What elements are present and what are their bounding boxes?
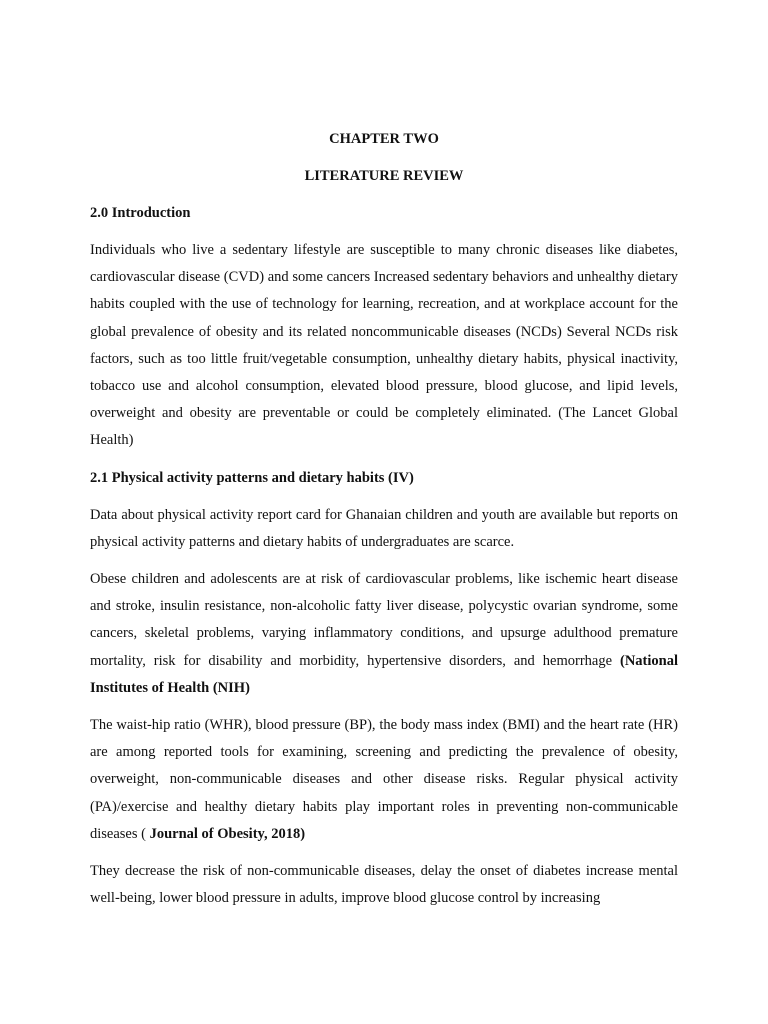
chapter-subtitle: LITERATURE REVIEW	[304, 168, 464, 184]
physical-activity-paragraph-4: They decrease the risk of non-communicable diseases, delay the onset of diabetes increase mental well-being, lower blood pressure in adults, improve blood glucose control by increasing	[90, 863, 678, 907]
chapter-title: CHAPTER TWO	[329, 131, 439, 147]
page-content	[90, 126, 678, 922]
intro-paragraph: Individuals who live a sedentary lifestyle are susceptible to many chronic diseases like diabetes, cardiovascular disease (CVD) and some cancers Increased sedentary behaviors and unhealthy dietary habits coupled with the use of technology for learning, recreation, and at workplace account for the global prevalence of obesity and its related noncommunicable diseases (NCDs) Several NCDs risk factors, such as too little fruit/vegetable consumption, unhealthy dietary habits, physical inactivity, tobacco use and alcohol consumption, elevated blood pressure, blood glucose, and lipid levels, overweight and obesity are preventable or could be completely eliminated. (The Lancet Global Health)	[90, 242, 678, 449]
physical-activity-paragraph-3	[90, 712, 678, 848]
section-heading-physical-activity: 2.1 Physical activity patterns and dietary habits (IV)	[90, 469, 414, 486]
paragraph-2-text: Obese children and adolescents are at risk of cardiovascular problems, like ischemic heart disease and stroke, insulin resistance, non-alcoholic fatty liver disease, polycystic ovarian syndrome, some cancers, skeletal problems, varying inflammatory conditions, and upsurge adulthood premature mortality, risk for disability and morbidity, hypertensive disorders, and hemorrhage	[90, 571, 678, 669]
section-heading-introduction: 2.0 Introduction	[90, 205, 191, 221]
citation-nih: (National Institutes of Health (NIH)	[90, 652, 678, 696]
physical-activity-paragraph-1: Data about physical activity report card for Ghanaian children and youth are available but reports on physical activity patterns and dietary habits of undergraduates are scarce.	[90, 506, 678, 550]
paragraph-3-text: The waist-hip ratio (WHR), blood pressure (BP), the body mass index (BMI) and the heart rate (HR) are among reported tools for examining, screening and predicting the prevalence of obesity, overweight, non-communicable diseases and other disease risks. Regular physical activity (PA)/exercise and healthy dietary habits play important roles in preventing non-communicable diseases (	[90, 717, 678, 842]
physical-activity-paragraph-2	[90, 566, 678, 702]
citation-journal-of-obesity: Journal of Obesity, 2018)	[149, 825, 306, 842]
